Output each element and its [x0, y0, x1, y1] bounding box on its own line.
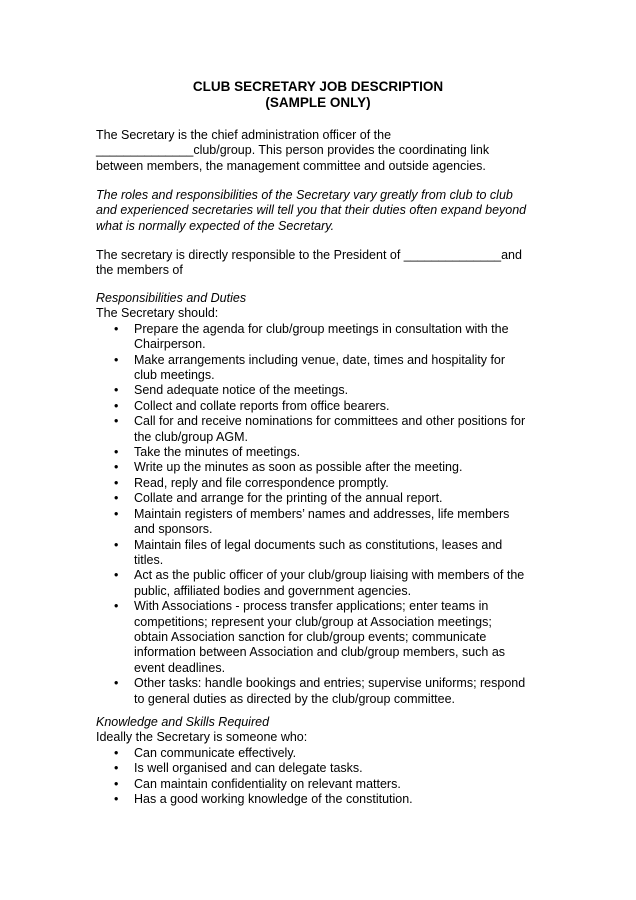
- bullet-item-line: Chairperson.: [134, 337, 206, 352]
- responsibilities-list: [96, 322, 556, 707]
- bullet-item-line: public, affiliated bodies and government agencies.: [134, 583, 412, 598]
- bullet-item: [96, 399, 556, 414]
- bullet-item-line: Prepare the agenda for club/group meetings in consultation with the: [134, 321, 509, 336]
- bullet-item-line: event deadlines.: [134, 660, 226, 675]
- bullet-item-line: Take the minutes of meetings.: [134, 445, 301, 460]
- bullet-item-line: Read, reply and file correspondence promptly.: [134, 475, 389, 490]
- bullet-item-line: club meetings.: [134, 368, 215, 383]
- knowledge-heading: Knowledge and Skills Required: [96, 715, 270, 729]
- document-title: [0, 79, 636, 111]
- knowledge-list: [96, 746, 556, 808]
- bullet-item: [96, 507, 556, 538]
- bullet-icon: •: [114, 321, 119, 336]
- bullet-item: [96, 676, 556, 707]
- bullet-item: [96, 538, 556, 569]
- bullet-icon: •: [114, 491, 119, 506]
- bullet-item: [96, 476, 556, 491]
- bullet-item: [96, 599, 556, 676]
- bullet-item-line: With Associations - process transfer applications; enter teams in: [134, 599, 489, 614]
- bullet-item: [96, 777, 556, 792]
- knowledge-section: [96, 715, 556, 807]
- bullet-item-line: titles.: [134, 552, 164, 567]
- bullet-item: [96, 761, 556, 776]
- bullet-icon: •: [114, 445, 119, 460]
- bullet-item: [96, 491, 556, 506]
- bullet-item-line: Maintain registers of members’ names and addresses, life members: [134, 506, 510, 521]
- bullet-icon: •: [114, 537, 119, 552]
- bullet-item-line: Send adequate notice of the meetings.: [134, 383, 349, 398]
- bullet-item: [96, 383, 556, 398]
- bullet-item: [96, 460, 556, 475]
- bullet-item-line: Collate and arrange for the printing of the annual report.: [134, 491, 443, 506]
- responsible-line: The secretary is directly responsible to the President of ______________and: [96, 248, 522, 262]
- bullet-item: [96, 746, 556, 761]
- title-line-2: (SAMPLE ONLY): [265, 95, 371, 110]
- bullet-item-line: Call for and receive nominations for committees and other positions for: [134, 414, 526, 429]
- bullet-icon: •: [114, 398, 119, 413]
- bullet-icon: •: [114, 761, 119, 776]
- bullet-item-line: Can maintain confidentiality on relevant matters.: [134, 776, 401, 791]
- intro-line: The Secretary is the chief administration officer of the: [96, 128, 392, 142]
- bullet-item-line: Collect and collate reports from office bearers.: [134, 398, 390, 413]
- bullet-item-line: Is well organised and can delegate tasks.: [134, 761, 363, 776]
- bullet-icon: •: [114, 414, 119, 429]
- bullet-item: [96, 322, 556, 353]
- responsibilities-heading: Responsibilities and Duties: [96, 291, 247, 305]
- bullet-icon: •: [114, 599, 119, 614]
- responsible-paragraph: [96, 248, 556, 279]
- bullet-icon: •: [114, 676, 119, 691]
- responsibilities-section: [96, 291, 556, 707]
- intro-line: ______________club/group. This person provides the coordinating link: [96, 143, 490, 158]
- bullet-icon: •: [114, 568, 119, 583]
- bullet-icon: •: [114, 776, 119, 791]
- intro-paragraph: [96, 128, 556, 174]
- bullet-item-line: to general duties as directed by the club/group committee.: [134, 691, 456, 706]
- italic-line: what is normally expected of the Secretary.: [96, 218, 335, 233]
- bullet-icon: •: [114, 792, 119, 807]
- italic-paragraph: [96, 188, 556, 234]
- bullet-item: [96, 353, 556, 384]
- bullet-icon: •: [114, 352, 119, 367]
- bullet-item: [96, 414, 556, 445]
- bullet-item-line: Make arrangements including venue, date, times and hospitality for: [134, 352, 506, 367]
- bullet-item-line: Other tasks: handle bookings and entries; supervise uniforms; respond: [134, 676, 526, 691]
- bullet-item-line: obtain Association sanction for club/group events; communicate: [134, 629, 487, 644]
- bullet-item-line: competitions; represent your club/group at Association meetings;: [134, 614, 492, 629]
- bullet-icon: •: [114, 506, 119, 521]
- bullet-item: [96, 792, 556, 807]
- intro-line: between members, the management committee and outside agencies.: [96, 158, 486, 173]
- bullet-item-line: and sponsors.: [134, 522, 213, 537]
- responsibilities-intro: The Secretary should:: [96, 306, 219, 321]
- bullet-icon: •: [114, 460, 119, 475]
- bullet-item-line: Can communicate effectively.: [134, 745, 297, 760]
- bullet-item-line: Maintain files of legal documents such as constitutions, leases and: [134, 537, 503, 552]
- bullet-item-line: Has a good working knowledge of the constitution.: [134, 792, 413, 807]
- bullet-icon: •: [114, 745, 119, 760]
- bullet-item-line: information between Association and club/group members, such as: [134, 645, 506, 660]
- bullet-item-line: the club/group AGM.: [134, 429, 248, 444]
- bullet-item: [96, 568, 556, 599]
- italic-line: and experienced secretaries will tell you that their duties often expand beyond: [96, 203, 527, 218]
- bullet-icon: •: [114, 475, 119, 490]
- title-line-1: CLUB SECRETARY JOB DESCRIPTION: [192, 79, 444, 94]
- italic-line: The roles and responsibilities of the Secretary vary greatly from club to club: [96, 188, 513, 202]
- responsible-line: the members of: [96, 263, 183, 278]
- bullet-item-line: Act as the public officer of your club/group liaising with members of the: [134, 568, 525, 583]
- knowledge-intro: Ideally the Secretary is someone who:: [96, 730, 308, 745]
- bullet-icon: •: [114, 383, 119, 398]
- bullet-item: [96, 445, 556, 460]
- bullet-item-line: Write up the minutes as soon as possible after the meeting.: [134, 460, 463, 475]
